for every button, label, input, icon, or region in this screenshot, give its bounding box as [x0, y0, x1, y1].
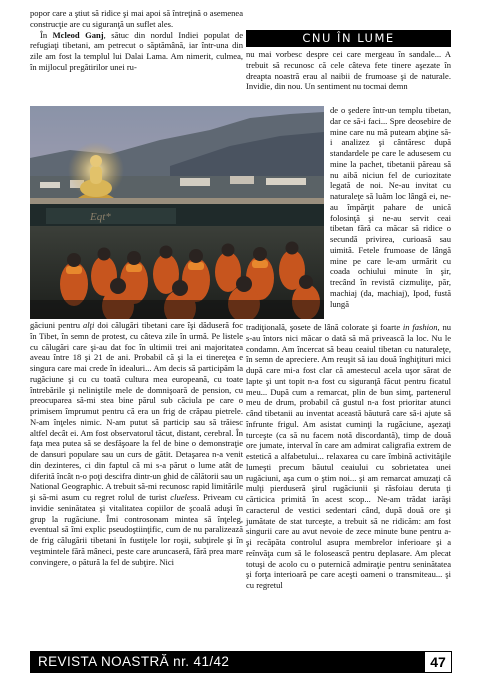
right-column-bottom [246, 322, 451, 591]
magazine-title: REVISTA NOASTRĂ nr. 41/42 [38, 654, 230, 669]
paragraph: În Mcleod Ganj, sătuc din nordul Indiei populat de refugiaţi tibetani, am petrecut o săptămână, iar într-una din zile am fost la templul lui Dalai Lama. Am nimerit, culmea, în mijlocul pregătirilor unei ru- [30, 29, 243, 72]
place-name: Mcleod Ganj [52, 29, 104, 40]
paragraph: găciuni pentru alţi doi călugări tibetani care îşi dăduseră foc în Tibet, în semn de protest, cu câteva zile în urmă. Pe listele cu călugări care şi-au dat foc în ultimii trei ani majoritatea aveau între 18 şi 21 de ani. Probabil că şi la ei tinereţea e singura care mai crede în idealuri... Am decis să participăm la rugăciune şi cu cu toată cultura mea europeană, cu toate întrebările şi neliniştile mele de domnişoară de pension, cu preocuparea să-mi stea bine părul sub căciula pe care o primisem împrumut pentru că era un frig de crăpau pietrele. N-am înţeles nimic. N-am putut să particip sau să trăiesc altfel decât ei. Am fost observatorul tăcut, distant, cerebral. În faţa mea putea să se desfăşoare la fel de bine o demonstraţie de dansuri populare sau un curs de gătit. Detaşarea n-a venit din dezinteres, ci din faptul că mi s-a părut o lume atât de diferită încât n-o poţi descifra dintr-un ghid de călătorii sau un National Geographic. A trebuit să-mi recunosc rapid limitările şi să-mi asum cu regret rolul de turist clueless. Priveam cu invidie seninătatea şi vitalitatea copiilor de şcoală aduşi în grup la rugăciune. Îmi controsonam mintea să înţeleg, eventual să îmi explic pseudoştiinţific, cum de nu paralizează de frig călugării tibetani în fustiţele lor roşii, subţirele şi în veştmintele fără mâneci, peste care aruncaseră, fără prea mare convingere, o pătură la fel de subţire. Nici [30, 320, 244, 567]
paragraph: de o şedere într-un templu tibetan, dar ce să-i faci... Spre deosebire de mine care nu mă puteam abţine să-i analizez şi cântăresc după standardele pe care le adusesem cu mine la pachet, tibetanii păreau să nu aibă niciun fel de curiozitate legată de noi. Ne-au invitat cu naturaleţe să luăm loc lângă ei, ne-au împărţit pahare de unică folosinţă şi ne-au servit ceai tibetan fără ca măcar să ridice o secundă privirea, curioasă sau uimită. Fetele frumoase de lângă mine pe care le-am urmărit cu coada ochiului minute în şir, trecând în revistă cizmuliţe, păr, machiaj (da, machiaj), Ipod, fustă lungă [330, 105, 451, 309]
temple-prayer-photo [30, 106, 324, 319]
section-title: CNU ÎN LUME [246, 30, 451, 47]
paragraph: nu mai vorbesc despre cei care mergeau în sandale... A trebuit să recunosc că cele câteva fete tinere aşezate în dreapta noastră erau al naibii de frumoase şi de naturale. Invidie, din nou. Un sentiment nu tocmai demn [246, 49, 451, 92]
page-footer [30, 651, 452, 673]
page-number: 47 [424, 651, 452, 673]
stage-sign-text: Eqt* [90, 211, 111, 223]
right-column-beside-photo [330, 105, 451, 309]
paragraph: popor care a ştiut să ridice şi mai apoi să întreţină o asemenea construcţie are cu siguranţă un suflet ales. [30, 8, 243, 29]
right-column-top [246, 49, 451, 92]
left-column-top [30, 8, 243, 73]
paragraph: tradiţională, şosete de lână colorate şi foarte in fashion, nu s-au întors nici măcar o dată să mă privească la loc. Nu le condamn. Am încercat să beau ceaiul tibetan cu naturaleţe, în semn de apreciere. Am reuşit să iau două înghiţituri mici după care mi-a fost clar că amestecul acela uşor sărat de lapte şi unt topit n-a fost cu siguranţă făcut pentru ficatul meu... După cum a remarcat, plin de bun simţ, partenerul meu de drum, probabil că gustul n-a fost prioritar atunci când tibetanii au inventat această băutură care să-i ajute să înfrunte frigul. Am asistat cuminţi la rugăciune, aşezaţi turceşte (ca să nu facem notă discordantă), timp de două ore jumate, interval în care am admirat caligrafia extrem de estetică a alfabetului... relaxarea cu care îmbină activităţile lumeşti precum băutul ceaiului cu sobrietatea unei rugăciuni, aşa cum o ştim noi... şi am remarcat amuzaţi că mulţi pierduseră şirul rugăciunii şi răsfoiau deruta ţi cărticica primită în acest scop... Ne-am trădat iarăşi caracterul de vestici sedentari când, după două ore şi jumătate de stat turceşte, a trebuit să ne ridicăm: am fost singurii care au avut nevoie de zece minute bune pentru a-şi recăpăta controlul asupra membrelor inferioare şi a reînvăţa cum să le folosească pentru deplasare. Am plecat totuşi de acolo cu o puternică admiraţie pentru seninătatea şi forţa interioară pe care aceşti oameni o transmiteau... şi cu regretul [246, 322, 451, 590]
left-column-bottom [30, 320, 243, 567]
